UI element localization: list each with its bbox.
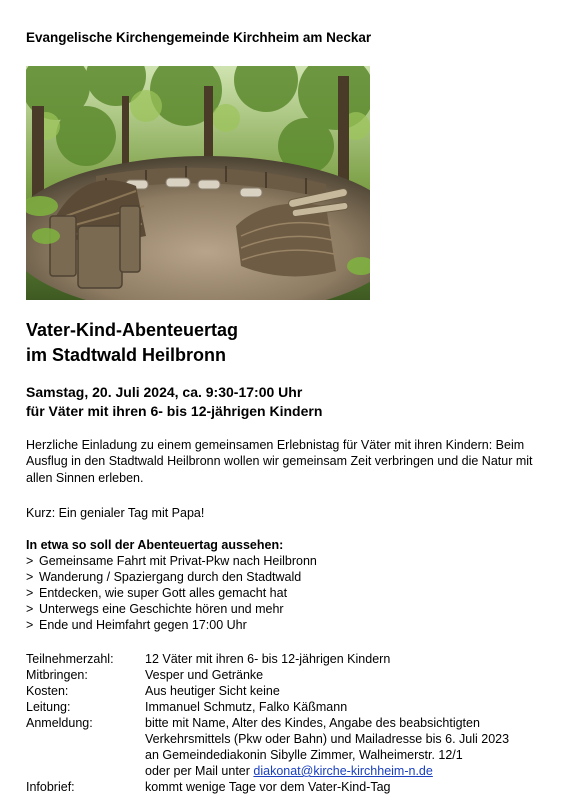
intro-paragraph [26,437,533,486]
event-date [26,383,322,421]
detail-label: Leitung: [26,700,71,714]
organization-header: Evangelische Kirchengemeinde Kirchheim am Neckar [26,30,372,45]
list-item: > Unterwegs eine Geschichte hören und mehr [26,601,317,617]
anmeldung-line: an Gemeindediakonin Sibylle Zimmer, Walheimerstr. 12/1 [145,748,463,762]
event-title-line1: Vater-Kind-Abenteuertag [26,320,239,340]
detail-row-mitbringen [26,667,509,683]
list-item: > Entdecken, wie super Gott alles gemacht hat [26,585,317,601]
detail-value: kommt wenige Tage vor dem Vater-Kind-Tag [145,780,391,794]
list-item: > Wanderung / Spaziergang durch den Stadtwald [26,569,317,585]
detail-value: Immanuel Schmutz, Falko Käßmann [145,700,348,714]
anmeldung-mail-prefix: oder per Mail unter [145,764,254,778]
detail-label: Mitbringen: [26,668,88,682]
anmeldung-line [145,763,509,779]
detail-row-kosten [26,683,509,699]
list-item: > Gemeinsame Fahrt mit Privat-Pkw nach Heilbronn [26,553,317,569]
detail-row-leitung [26,699,509,715]
detail-value: Vesper und Getränke [145,668,264,682]
detail-row-teilnehmer [26,651,509,667]
intro-line: Ausflug in den Stadtwald Heilbronn wollen wir gemeinsam Zeit verbringen und die Natur mit [26,454,533,469]
detail-label: Kosten: [26,684,69,698]
detail-row-anmeldung [26,715,509,779]
detail-label: Infobrief: [26,780,75,794]
detail-value: Aus heutiger Sicht keine [145,684,280,698]
list-item: > Ende und Heimfahrt gegen 17:00 Uhr [26,617,317,633]
summary-line: Kurz: Ein genialer Tag mit Papa! [26,506,205,520]
detail-value [145,715,509,779]
plan-heading: In etwa so soll der Abenteuertag aussehen: [26,538,284,552]
anmeldung-line: bitte mit Name, Alter des Kindes, Angabe des beabsichtigten [145,716,480,730]
detail-label: Anmeldung: [26,716,93,730]
intro-line: Herzliche Einladung zu einem gemeinsamen Erlebnistag für Väter mit ihren Kindern: Beim [26,438,525,452]
event-audience-line: für Väter mit ihren 6- bis 12-jährigen Kindern [26,403,323,419]
detail-row-infobrief [26,779,509,795]
detail-label: Teilnehmerzahl: [26,652,114,666]
details-table [26,651,509,795]
forest-camp-photo [26,66,370,300]
event-title-line2: im Stadtwald Heilbronn [26,345,227,365]
event-date-line: Samstag, 20. Juli 2024, ca. 9:30-17:00 Uhr [26,384,303,400]
plan-list [26,553,317,633]
anmeldung-line: Verkehrsmittels (Pkw oder Bahn) und Mailadresse bis 6. Juli 2023 [145,732,510,746]
email-link[interactable]: diakonat@kirche-kirchheim-n.de [253,764,433,778]
detail-value: 12 Väter mit ihren 6- bis 12-jährigen Kindern [145,652,391,666]
intro-line: allen Sinnen erleben. [26,470,144,485]
event-title [26,318,238,368]
